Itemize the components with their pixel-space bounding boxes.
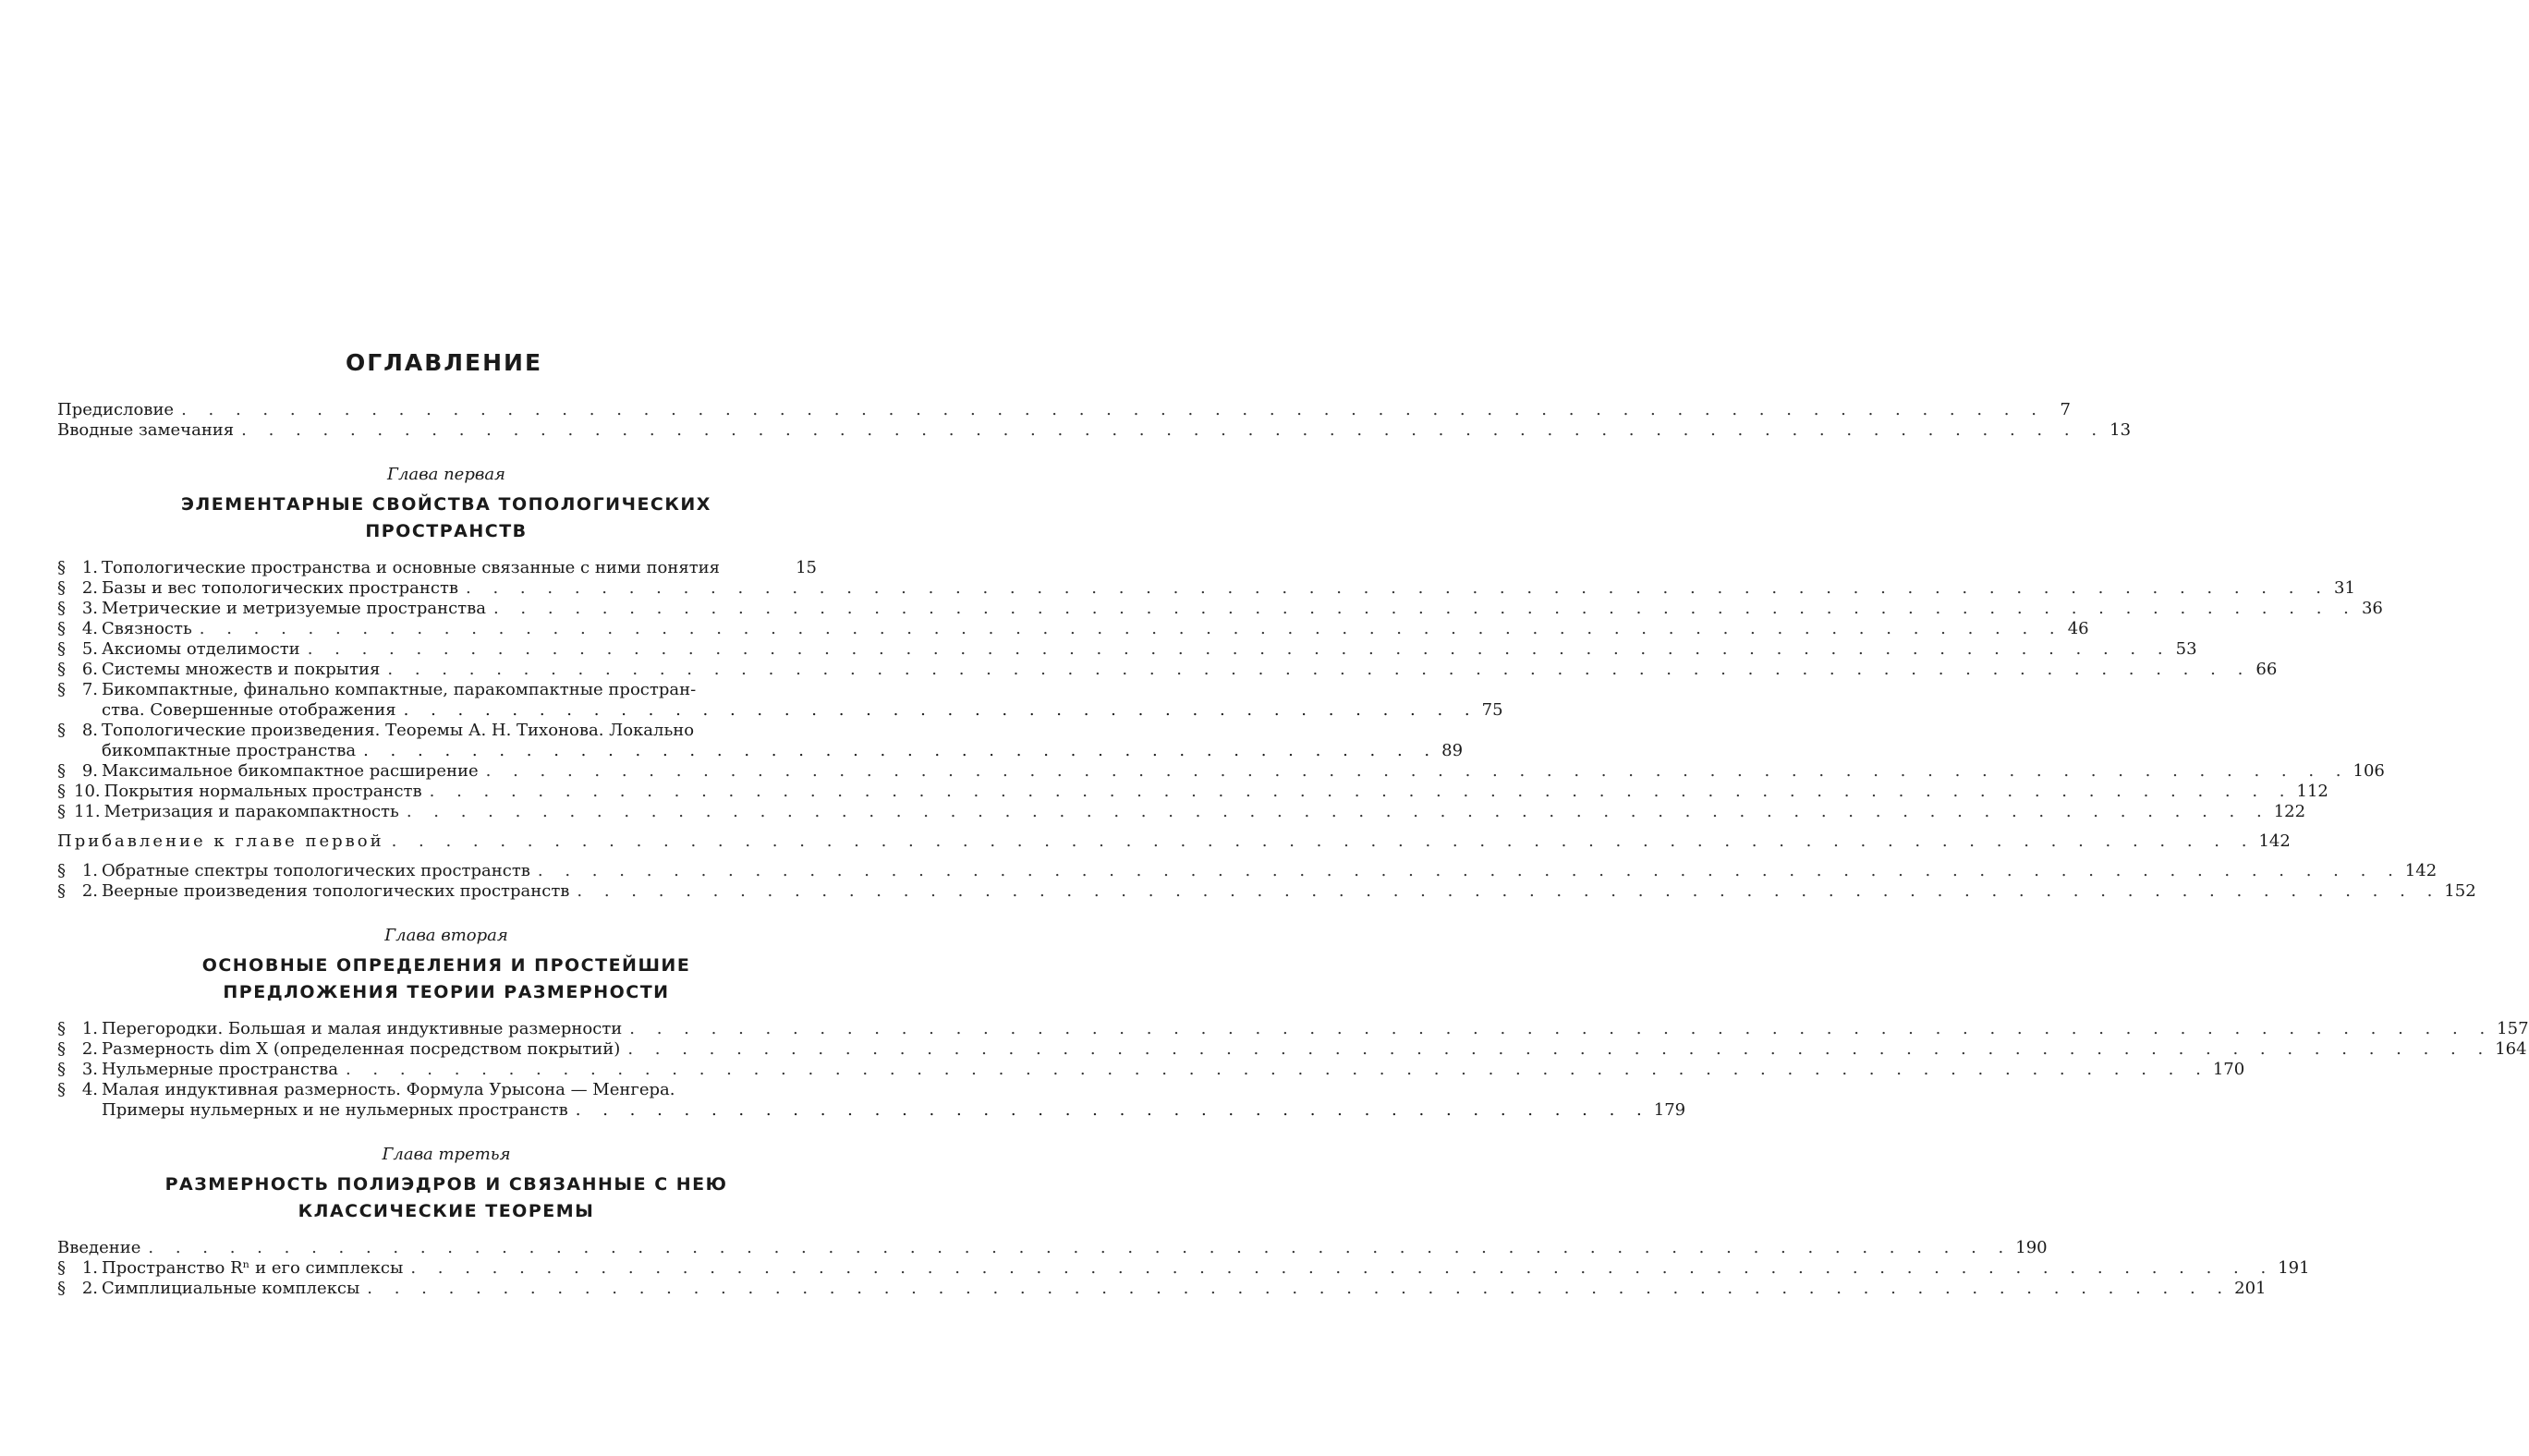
entry-page: 66 — [2255, 660, 2278, 679]
entry-label: Веерные произведения топологических пространств — [102, 881, 570, 901]
entry-page: 122 — [2273, 802, 2306, 821]
chapter-title — [57, 1171, 817, 1225]
dot-leader — [387, 660, 2251, 680]
dot-leader — [577, 881, 2440, 902]
entry-label: Метризация и паракомпактность — [103, 802, 399, 821]
section-sign: § — [57, 721, 66, 740]
section-number: 8. — [81, 721, 98, 740]
dot-leader — [627, 1039, 2491, 1060]
chapter-title-line: КЛАССИЧЕСКИЕ ТЕОРЕМЫ — [298, 1201, 595, 1221]
section-sign: § — [57, 558, 66, 577]
toc-entry[interactable] — [57, 660, 2278, 680]
section-number: 9. — [81, 761, 98, 781]
section-sign: § — [57, 680, 66, 699]
entry-label: Пространство Rⁿ и его симплексы — [102, 1258, 404, 1278]
entry-label-line: Бикомпактные, финально компактные, паракомпактные простран- — [102, 680, 697, 699]
section-sign: § — [57, 861, 66, 880]
entry-label-line: Топологические произведения. Теоремы А. Н. Тихонова. Локально — [102, 721, 695, 740]
toc-entry[interactable] — [57, 881, 2476, 902]
entry-page: 7 — [2060, 400, 2071, 419]
toc-entry[interactable] — [57, 802, 2306, 822]
chapter-title — [57, 491, 817, 545]
toc-entry-first-line[interactable] — [57, 680, 817, 700]
section-sign: § — [57, 639, 66, 659]
entry-label: Перегородки. Большая и малая индуктивные размерности — [102, 1019, 623, 1038]
dot-leader — [493, 599, 2357, 619]
entry-label: Примеры нульмерных и не нульмерных пространств — [102, 1100, 568, 1120]
dot-leader — [486, 761, 2350, 782]
entry-page: 179 — [1653, 1100, 1686, 1120]
section-number: 4. — [81, 1080, 98, 1099]
dot-leader — [148, 1238, 2012, 1258]
dot-leader — [466, 578, 2329, 599]
toc-entry[interactable] — [57, 761, 2385, 782]
toc-entry[interactable] — [57, 639, 2197, 660]
chapter-kicker: Глава вторая — [384, 926, 508, 945]
dot-leader: . . . . . . . . . . . . . . . . . . . . . . . . . . . . . . . . . . . . . . . . — [575, 1100, 1650, 1120]
entry-page: 170 — [2212, 1060, 2245, 1079]
table-of-contents — [57, 349, 2529, 1299]
section-number: 3. — [81, 1060, 98, 1079]
entry-page: 152 — [2444, 881, 2476, 901]
dot-leader — [308, 639, 2171, 660]
dot-leader: . . . . . . . . . . . . . . . . . . . . . . . . . . . . . . . . . . . . . . . . — [363, 741, 1439, 760]
entry-label: Предисловие — [57, 400, 175, 419]
entry-label: Введение — [57, 1238, 141, 1257]
section-number: 7. — [81, 680, 98, 699]
toc-entry[interactable] — [57, 578, 2355, 599]
toc-entry[interactable] — [57, 861, 2438, 881]
chapter-title-line: ПРЕДЛОЖЕНИЯ ТЕОРИИ РАЗМЕРНОСТИ — [223, 982, 670, 1002]
dot-leader — [407, 802, 2270, 822]
chapter-title-line: ОСНОВНЫЕ ОПРЕДЕЛЕНИЯ И ПРОСТЕЙШИЕ — [201, 955, 691, 976]
entry-label: Покрытия нормальных пространств — [103, 782, 422, 801]
entry-page: 157 — [2497, 1019, 2529, 1038]
section-number: 2. — [81, 578, 98, 598]
section-sign: § — [57, 1060, 66, 1079]
section-number: 1. — [81, 558, 98, 577]
entry-label: Аксиомы отделимости — [102, 639, 300, 659]
entry-label: Обратные спектры топологических пространств — [102, 861, 530, 880]
dot-leader — [538, 861, 2401, 881]
toc-entry[interactable] — [57, 1279, 2267, 1299]
entry-label: Максимальное бикомпактное расширение — [102, 761, 479, 781]
section-number: 11. — [74, 802, 101, 821]
section-sign: § — [57, 1039, 66, 1059]
section-number: 1. — [81, 1258, 98, 1278]
entry-page: 106 — [2353, 761, 2385, 781]
toc-entry[interactable] — [57, 558, 817, 578]
dot-leader — [629, 1019, 2493, 1039]
entry-page: 46 — [2067, 619, 2089, 638]
section-sign: § — [57, 619, 66, 638]
section-number: 2. — [81, 881, 98, 901]
entry-page: 31 — [2334, 578, 2355, 598]
entry-label: Базы и вес топологических пространств — [102, 578, 459, 598]
entry-label: Нульмерные пространства — [102, 1060, 338, 1079]
section-sign: § — [57, 1279, 66, 1298]
entry-label: Системы множеств и покрытия — [102, 660, 381, 679]
entry-label: Метрические и метризуемые пространства — [102, 599, 486, 618]
dot-leader — [392, 831, 2255, 852]
section-number: 5. — [81, 639, 98, 659]
section-sign: § — [57, 1258, 66, 1278]
entry-label: Симплициальные комплексы — [102, 1279, 360, 1298]
entry-label-line: Малая индуктивная размерность. Формула Урысона — Менгера. — [102, 1080, 675, 1099]
toc-entry-appendix[interactable] — [57, 831, 2291, 852]
entry-page: 36 — [2361, 599, 2383, 618]
entry-page: 112 — [2296, 782, 2328, 801]
section-number: 3. — [81, 599, 98, 618]
entry-label: Прибавление к главе первой — [57, 831, 384, 851]
toc-entry-first-line[interactable] — [57, 1080, 817, 1100]
entry-page: 191 — [2278, 1258, 2310, 1278]
entry-label: ства. Совершенные отображения — [102, 700, 396, 720]
entry-page: 13 — [2110, 420, 2132, 440]
entry-page: 190 — [2015, 1238, 2048, 1257]
dot-leader — [181, 400, 2045, 420]
section-sign: § — [57, 578, 66, 598]
toc-entry-continuation[interactable] — [57, 1100, 1686, 1121]
toc-entry-continuation[interactable] — [57, 700, 1503, 721]
dot-leader — [241, 420, 2105, 441]
entry-page: 164 — [2495, 1039, 2527, 1059]
entry-label: Вводные замечания — [57, 420, 235, 440]
entry-page: 201 — [2234, 1279, 2267, 1298]
entry-label: Размерность dim X (определенная посредством покрытий) — [102, 1039, 621, 1059]
section-sign: § — [57, 782, 66, 801]
section-sign: § — [57, 802, 66, 821]
dot-leader — [410, 1258, 2274, 1279]
section-sign: § — [57, 1080, 66, 1099]
toc-entry[interactable] — [57, 1258, 2310, 1279]
chapter-title-line: ПРОСТРАНСТВ — [365, 521, 528, 541]
dot-leader: . . . . . . . . . . . . . . . . . . . . . . . . . . . . . . . . . . . . . . . . — [403, 700, 1478, 720]
toc-entry[interactable] — [57, 782, 2328, 802]
entry-page: 15 — [796, 558, 817, 577]
toc-entry[interactable] — [57, 1019, 2529, 1039]
section-number: 6. — [81, 660, 98, 679]
entry-label: Топологические пространства и основные связанные с ними понятия — [102, 558, 721, 577]
entry-page: 142 — [2404, 861, 2438, 880]
section-number: 4. — [81, 619, 98, 638]
toc-entry-first-line[interactable] — [57, 721, 817, 741]
entry-label: Связность — [102, 619, 192, 638]
entry-page: 89 — [1441, 741, 1464, 760]
chapter-title-line: ЭЛЕМЕНТАРНЫЕ СВОЙСТВА ТОПОЛОГИЧЕСКИХ — [181, 494, 711, 515]
section-number: 10. — [74, 782, 101, 801]
entry-page: 142 — [2258, 831, 2291, 851]
section-sign: § — [57, 599, 66, 618]
chapter-kicker: Глава первая — [387, 465, 505, 484]
chapter-kicker: Глава третья — [382, 1145, 511, 1164]
dot-leader — [430, 782, 2293, 802]
section-sign: § — [57, 761, 66, 781]
section-sign: § — [57, 1019, 66, 1038]
section-number: 2. — [81, 1039, 98, 1059]
toc-entry-preface[interactable] — [57, 400, 2071, 420]
toc-entry-continuation[interactable] — [57, 741, 1464, 761]
section-number: 2. — [81, 1279, 98, 1298]
page-title: ОГЛАВЛЕНИЕ — [345, 349, 543, 376]
dot-leader — [346, 1060, 2209, 1080]
entry-label: бикомпактные пространства — [102, 741, 357, 760]
entry-page: 53 — [2175, 639, 2197, 659]
toc-entry[interactable] — [57, 1039, 2527, 1060]
toc-entry[interactable] — [57, 619, 2089, 639]
section-number: 1. — [81, 861, 98, 880]
dot-leader — [200, 619, 2063, 639]
chapter-title-line: РАЗМЕРНОСТЬ ПОЛИЭДРОВ И СВЯЗАННЫЕ С НЕЮ — [164, 1174, 728, 1195]
section-sign: § — [57, 881, 66, 901]
dot-leader — [367, 1279, 2231, 1299]
chapter-title — [57, 952, 817, 1006]
section-sign: § — [57, 660, 66, 679]
toc-entry-introduction[interactable] — [57, 1238, 2048, 1258]
toc-entry[interactable] — [57, 599, 2383, 619]
toc-entry-introductory-remarks[interactable] — [57, 420, 2132, 441]
entry-page: 75 — [1481, 700, 1503, 720]
section-number: 1. — [81, 1019, 98, 1038]
toc-entry[interactable] — [57, 1060, 2245, 1080]
